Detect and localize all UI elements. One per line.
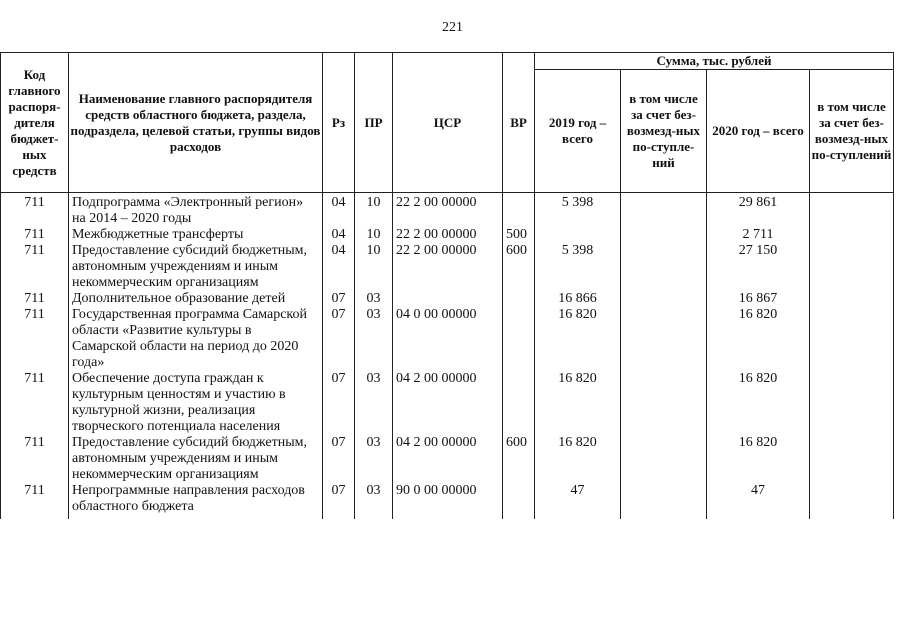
cell-code: 711 [1,291,69,307]
cell-2019-total: 47 [535,483,621,519]
cell-pr: 03 [355,371,393,435]
cell-2019-total: 5 398 [535,193,621,228]
cell-pr: 03 [355,483,393,519]
cell-vr: 500 [503,227,535,243]
cell-pr: 03 [355,291,393,307]
cell-rz: 07 [323,435,355,483]
cell-pr: 10 [355,227,393,243]
table-row [1,243,894,291]
cell-2019-total: 5 398 [535,243,621,291]
cell-2019-free [621,193,707,228]
cell-rz: 04 [323,227,355,243]
cell-2020-free [810,243,894,291]
table-row [1,307,894,371]
cell-vr [503,371,535,435]
cell-pr: 10 [355,193,393,228]
cell-rz: 07 [323,371,355,435]
cell-csr: 90 0 00 00000 [393,483,503,519]
cell-vr [503,307,535,371]
header-rz: Рз [323,53,355,193]
cell-vr: 600 [503,243,535,291]
cell-name: Государственная программа Самарской области «Развитие культуры в Самарской области на период до 2020 года» [69,307,323,371]
cell-name: Межбюджетные трансферты [69,227,323,243]
cell-2020-total: 47 [707,483,810,519]
cell-name: Подпрограмма «Электронный регион» на 2014 – 2020 годы [69,193,323,228]
cell-name: Предоставление субсидий бюджетным, автономным учреждениям и иным некоммерческим организациям [69,435,323,483]
cell-code: 711 [1,435,69,483]
cell-csr: 04 0 00 00000 [393,307,503,371]
cell-name: Обеспечение доступа граждан к культурным ценностям и участию в культурной жизни, реализация творческого потенциала населения [69,371,323,435]
cell-2020-total: 16 820 [707,307,810,371]
table-row [1,371,894,435]
table-row [1,435,894,483]
cell-vr [503,483,535,519]
header-2020-free: в том числе за счет без-возмезд-ных по-ступлений [810,70,894,193]
cell-2020-free [810,371,894,435]
cell-2020-free [810,483,894,519]
cell-2019-free [621,371,707,435]
cell-name: Дополнительное образование детей [69,291,323,307]
cell-rz: 04 [323,243,355,291]
cell-2019-total: 16 866 [535,291,621,307]
cell-csr: 22 2 00 00000 [393,243,503,291]
header-vr: ВР [503,53,535,193]
cell-code: 711 [1,371,69,435]
header-csr: ЦСР [393,53,503,193]
cell-2020-total: 16 820 [707,435,810,483]
cell-rz: 04 [323,193,355,228]
cell-code: 711 [1,307,69,371]
cell-vr: 600 [503,435,535,483]
cell-2019-free [621,307,707,371]
cell-csr: 22 2 00 00000 [393,193,503,228]
table-row [1,227,894,243]
cell-2020-total: 27 150 [707,243,810,291]
cell-2019-free [621,483,707,519]
budget-table [0,52,894,519]
cell-rz: 07 [323,291,355,307]
cell-2020-free [810,291,894,307]
cell-2019-free [621,435,707,483]
cell-code: 711 [1,243,69,291]
cell-pr: 10 [355,243,393,291]
cell-2019-free [621,291,707,307]
header-2020-total: 2020 год – всего [707,70,810,193]
cell-2020-free [810,193,894,228]
cell-2019-free [621,227,707,243]
cell-csr: 04 2 00 00000 [393,435,503,483]
cell-2020-free [810,307,894,371]
header-pr: ПР [355,53,393,193]
page-number: 221 [442,20,463,35]
cell-name: Непрограммные направления расходов областного бюджета [69,483,323,519]
cell-rz: 07 [323,483,355,519]
cell-code: 711 [1,483,69,519]
table-row [1,483,894,519]
cell-2019-total: 16 820 [535,307,621,371]
cell-code: 711 [1,193,69,228]
header-2019-total: 2019 год – всего [535,70,621,193]
table-row [1,291,894,307]
cell-rz: 07 [323,307,355,371]
header-name: Наименование главного распорядителя средств областного бюджета, раздела, подраздела, целевой статьи, группы видов расходов [69,53,323,193]
cell-name: Предоставление субсидий бюджетным, автономным учреждениям и иным некоммерческим организациям [69,243,323,291]
cell-2020-total: 16 867 [707,291,810,307]
cell-2020-total: 16 820 [707,371,810,435]
cell-csr: 04 2 00 00000 [393,371,503,435]
cell-2020-free [810,227,894,243]
cell-csr: 22 2 00 00000 [393,227,503,243]
cell-2019-free [621,243,707,291]
cell-2020-free [810,435,894,483]
cell-csr [393,291,503,307]
cell-code: 711 [1,227,69,243]
cell-vr [503,291,535,307]
table-row [1,193,894,228]
cell-pr: 03 [355,435,393,483]
cell-vr [503,193,535,228]
header-code: Код главного распоря-дителя бюджет-ных средств [1,53,69,193]
cell-2020-total: 29 861 [707,193,810,228]
cell-2020-total: 2 711 [707,227,810,243]
cell-2019-total [535,227,621,243]
cell-pr: 03 [355,307,393,371]
cell-2019-total: 16 820 [535,435,621,483]
cell-2019-total: 16 820 [535,371,621,435]
header-2019-free: в том числе за счет без-возмезд-ных по-ступле-ний [621,70,707,193]
header-sum-group: Сумма, тыс. рублей [535,53,894,70]
